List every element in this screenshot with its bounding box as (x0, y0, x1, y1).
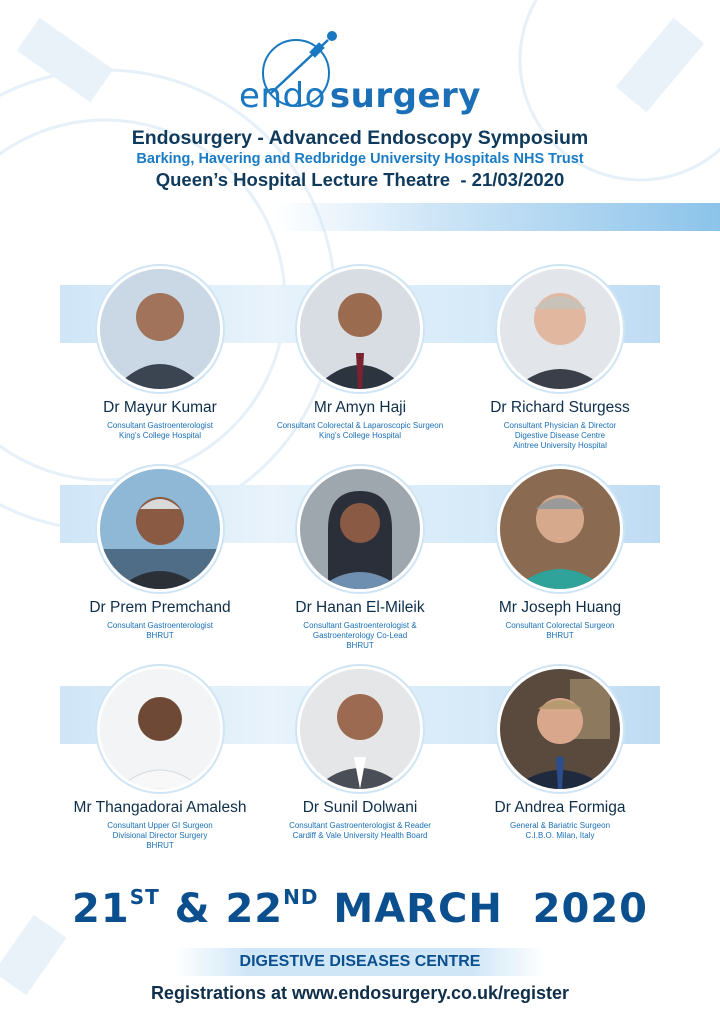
venue-banner (175, 948, 545, 976)
speaker-affiliation: BHRUT (146, 841, 174, 850)
speaker-name: Mr Thangadorai Amalesh (73, 799, 247, 816)
header-stripe (275, 203, 720, 231)
event-dates (0, 886, 720, 932)
speaker-name: Mr Joseph Huang (498, 599, 622, 616)
speaker-name: Dr Hanan El-Mileik (295, 599, 425, 616)
speaker-card (450, 466, 670, 641)
speaker-card (250, 466, 470, 651)
speaker-photo (97, 266, 223, 392)
person-icon (100, 469, 220, 589)
speaker-affiliation: C.I.B.O. Milan, Italy (525, 831, 595, 840)
logo-surgery: surgery (329, 76, 481, 116)
speaker-role: Consultant Upper GI Surgeon (107, 821, 213, 830)
event-location-date: Queen’s Hospital Lecture Theatre - 21/03/2020 (155, 169, 565, 190)
person-icon (300, 669, 420, 789)
person-icon (500, 269, 620, 389)
speaker-role-2: Gastroenterology Co-Lead (312, 631, 408, 640)
speaker-role: Consultant Physician & Director (503, 421, 617, 430)
speaker-name: Mr Amyn Haji (313, 399, 407, 416)
speaker-affiliation: Aintree University Hospital (513, 441, 607, 450)
date-ampersand: & (159, 886, 226, 932)
speaker-photo (497, 466, 623, 592)
speaker-name: Dr Sunil Dolwani (302, 799, 418, 816)
speaker-role: Consultant Colorectal & Laparoscopic Surgeon (276, 421, 444, 430)
speaker-photo (497, 666, 623, 792)
speaker-photo (497, 266, 623, 392)
speaker-affiliation: BHRUT (346, 641, 374, 650)
speaker-affiliation: King's College Hospital (318, 431, 401, 440)
event-host: Barking, Havering and Redbridge University Hospitals NHS Trust (136, 151, 584, 167)
speaker-card (450, 666, 670, 841)
speaker-name: Dr Prem Premchand (89, 599, 231, 616)
speaker-name: Dr Mayur Kumar (103, 399, 217, 416)
person-icon (300, 269, 420, 389)
speaker-affiliation: King's College Hospital (118, 431, 201, 440)
registration-line: Registrations at www.endosurgery.co.uk/register (150, 983, 570, 1003)
speaker-name: Dr Andrea Formiga (494, 799, 626, 816)
speaker-affiliation: Cardiff & Vale University Health Board (292, 831, 428, 840)
speaker-photo (297, 666, 423, 792)
speaker-card (50, 266, 270, 441)
person-icon (100, 269, 220, 389)
event-title: Endosurgery - Advanced Endoscopy Symposium (131, 127, 589, 149)
venue-name: DIGESTIVE DISEASES CENTRE (239, 953, 481, 970)
speaker-photo (297, 466, 423, 592)
person-icon (300, 469, 420, 589)
speaker-role: Consultant Colorectal Surgeon (505, 621, 615, 630)
person-icon (100, 669, 220, 789)
speaker-card (50, 666, 270, 851)
speaker-card (450, 266, 670, 451)
speaker-photo (97, 466, 223, 592)
speaker-role: Consultant Gastroenterologist (107, 421, 213, 430)
date-month-year: MARCH 2020 (318, 886, 648, 932)
speaker-card (50, 466, 270, 641)
speaker-role: Consultant Gastroenterologist & Reader (289, 821, 431, 830)
speaker-role-2: Divisional Director Surgery (112, 831, 208, 840)
person-icon (500, 669, 620, 789)
speaker-department: Digestive Disease Centre (514, 431, 606, 440)
date-day-1: 21 (72, 886, 130, 932)
date-day-2: 22 (225, 886, 284, 932)
event-header (0, 126, 720, 192)
speaker-role: Consultant Gastroenterologist (107, 621, 213, 630)
speaker-name: Dr Richard Sturgess (490, 399, 630, 416)
speaker-photo (97, 666, 223, 792)
speaker-card (250, 266, 470, 441)
speaker-role: General & Bariatric Surgeon (509, 821, 611, 830)
speaker-photo (297, 266, 423, 392)
logo-wordmark (0, 76, 720, 116)
speaker-role: Consultant Gastroenterologist & (303, 621, 417, 630)
speaker-card (250, 666, 470, 841)
speaker-affiliation: BHRUT (546, 631, 574, 640)
logo-endo: endo (239, 76, 326, 116)
date-day-1-suffix: ST (129, 884, 160, 909)
date-day-2-suffix: ND (283, 884, 319, 909)
person-icon (500, 469, 620, 589)
speaker-affiliation: BHRUT (146, 631, 174, 640)
